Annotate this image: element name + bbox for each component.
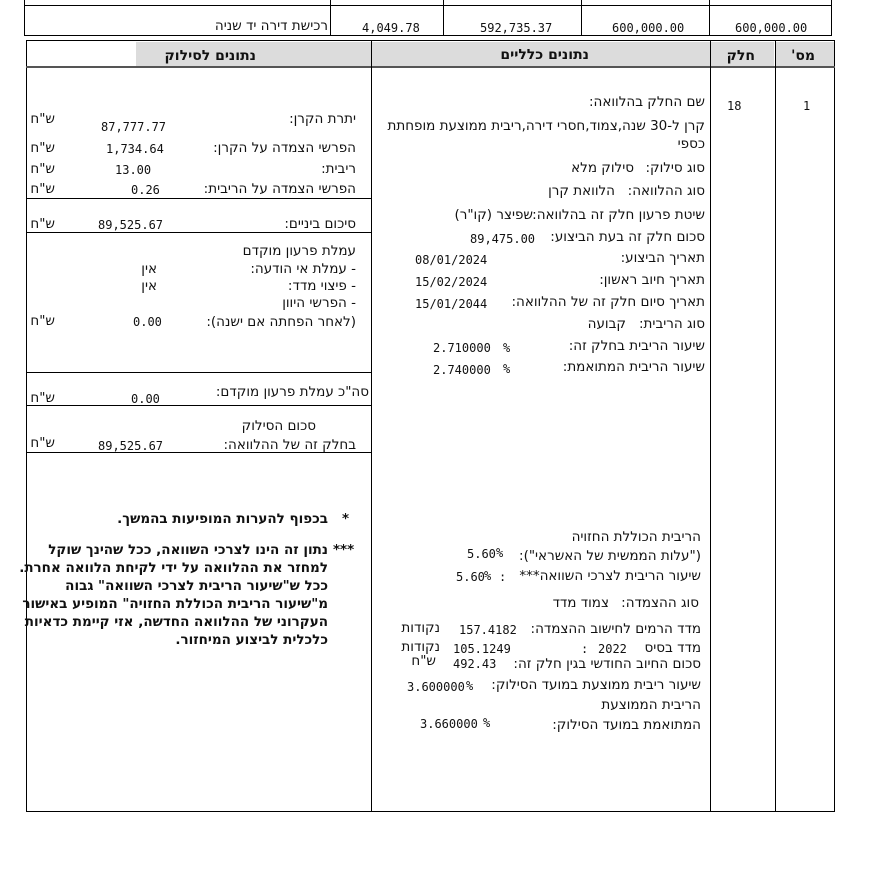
header-settlement: נתונים לסילוק bbox=[164, 48, 256, 64]
amount-value: 89,475.00 bbox=[470, 232, 536, 246]
top-row-divider bbox=[709, 0, 710, 36]
row-number: 1 bbox=[803, 99, 811, 113]
settlement-separator bbox=[26, 198, 371, 199]
note1-marker: * bbox=[342, 511, 350, 527]
adj-rate-pct: % bbox=[503, 362, 511, 376]
contract-rate-label1: הריבית הכוללת החזויה bbox=[571, 529, 701, 545]
avg-rate-label: שיעור ריבית ממוצעת במועד הסילוק: bbox=[491, 677, 701, 693]
fee-notice-value: אין bbox=[141, 261, 157, 277]
method-label: שיטת פרעון חלק זה בהלוואה: bbox=[532, 207, 705, 223]
first-charge-value: 15/02/2024 bbox=[415, 275, 488, 289]
contract-rate-label2: ("עלות הממשית של האשראי"): bbox=[519, 548, 701, 564]
top-row-divider bbox=[443, 0, 444, 36]
settle-type-label: סוג סילוק: bbox=[645, 160, 705, 176]
avg-adj-label1: הריבית הממוצעת bbox=[601, 697, 701, 713]
total-currency: ש"ח bbox=[30, 435, 55, 451]
note2-line5: העקרוני של ההלוואה החדשה, אזי קיימת כדאיות bbox=[24, 614, 328, 630]
subtotal-value: 89,525.67 bbox=[98, 218, 164, 232]
top-row-value-1: 4,049.78 bbox=[362, 21, 420, 35]
note1-text: בכפוף להערות המופיעות בהמשך. bbox=[117, 511, 328, 527]
principal-value: 87,777.77 bbox=[101, 120, 167, 134]
fee-title: עמלת פרעון מוקדם bbox=[242, 243, 356, 259]
rate-type-value: קבועה bbox=[587, 316, 626, 332]
interest-diff-value: 0.26 bbox=[131, 183, 160, 197]
column-divider bbox=[775, 40, 776, 812]
note2-line2: למחזר את ההלוואה על ידי לקיחת הלוואה אחרת. bbox=[19, 560, 328, 576]
rate-value: 2.710000 bbox=[433, 341, 491, 355]
rate-label: שיעור הריבית בחלק זה: bbox=[568, 338, 705, 354]
header-bottom-line bbox=[26, 66, 835, 68]
row-part: 18 bbox=[727, 99, 742, 113]
top-row-value-3: 600,000.00 bbox=[612, 21, 685, 35]
base-index-label: מדד בסיס bbox=[644, 640, 701, 656]
fee-total-currency: ש"ח bbox=[30, 390, 55, 406]
linkage-value: צמוד מדד bbox=[552, 595, 609, 611]
exec-date-label: תאריך הביצוע: bbox=[620, 250, 705, 266]
top-row-description: רכישת דירה יד שניה bbox=[214, 18, 328, 34]
adj-rate-label: שיעור הריבית המתואמת: bbox=[562, 359, 705, 375]
note2-line4: מ"שיעור הריבית הכוללת החזויה" המופיע באישור bbox=[22, 596, 328, 612]
fee-capital-label2: (לאחר הפחתה אם ישנה): bbox=[206, 314, 356, 330]
note2-line3: ככל ש"שיעור הריבית לצרכי השוואה" גבוה bbox=[65, 578, 328, 594]
contract-rate-pct: % bbox=[496, 546, 504, 560]
compare-rate-label: שיעור הריבית לצרכי השוואה*** bbox=[519, 568, 701, 584]
top-row-inner-line bbox=[24, 5, 832, 6]
interest-diff-currency: ש"ח bbox=[30, 181, 55, 197]
note2-line1: נתון זה הינו לצרכי השוואה, ככל שהינך שוקל bbox=[48, 542, 328, 558]
base-index-value: 105.1249 bbox=[453, 642, 511, 656]
index-value: 157.4182 bbox=[459, 623, 517, 637]
note2-marker: *** bbox=[333, 542, 355, 558]
method-value: שפיצר (קו"ר) bbox=[454, 207, 533, 223]
avg-adj-value: 3.660000 bbox=[420, 717, 478, 731]
first-charge-label: תאריך חיוב ראשון: bbox=[599, 272, 705, 288]
compare-rate-value: 5.60 bbox=[456, 570, 485, 584]
principal-diff-label: הפרשי הצמדה על הקרן: bbox=[213, 140, 356, 156]
subtotal-label: סיכום ביניים: bbox=[284, 216, 356, 232]
principal-diff-value: 1,734.64 bbox=[106, 142, 164, 156]
rate-type-label: סוג הריבית: bbox=[639, 316, 705, 332]
fee-notice-label: - עמלת אי הודעה: bbox=[250, 261, 356, 277]
interest-currency: ש"ח bbox=[30, 161, 55, 177]
interest-value: 13.00 bbox=[115, 163, 152, 177]
top-row-divider bbox=[581, 0, 582, 36]
end-date-label: תאריך סיום חלק זה של ההלוואה: bbox=[511, 294, 705, 310]
header-general: נתונים כלליים bbox=[500, 47, 589, 63]
avg-adj-label2: המתואמת במועד הסילוק: bbox=[552, 717, 701, 733]
settlement-separator bbox=[26, 405, 371, 406]
settle-type-value: סילוק מלא bbox=[571, 160, 634, 176]
monthly-label: סכום החיוב החודשי בגין חלק זה: bbox=[513, 656, 701, 672]
header-num: מס' bbox=[791, 48, 815, 64]
base-index-year: 2022 bbox=[598, 642, 627, 656]
index-label: מדד הרמים לחישוב ההצמדה: bbox=[530, 621, 701, 637]
monthly-value: 492.43 bbox=[453, 657, 497, 671]
top-row-value-2: 592,735.37 bbox=[480, 21, 553, 35]
end-date-value: 15/01/2044 bbox=[415, 297, 488, 311]
monthly-currency: ש"ח bbox=[411, 653, 436, 669]
part-name-line1: קרן ל-30 שנה,צמוד,חסרי דירה,ריבית ממוצעת מופחתת bbox=[387, 118, 705, 134]
interest-diff-label: הפרשי הצמדה על הריבית: bbox=[203, 181, 356, 197]
note2-line6: כלכלית לביצוע המיחזור. bbox=[175, 632, 328, 648]
base-index-colon: : bbox=[581, 642, 589, 656]
loan-type-label: סוג ההלוואה: bbox=[627, 183, 705, 199]
fee-capital-label1: - הפרשי היוון bbox=[282, 295, 356, 311]
total-label2: בחלק זה של ההלוואה: bbox=[223, 437, 356, 453]
subtotal-currency: ש"ח bbox=[30, 216, 55, 232]
avg-rate-pct: % bbox=[466, 679, 474, 693]
base-index-points: נקודות bbox=[401, 639, 440, 655]
top-row-divider bbox=[330, 0, 331, 36]
index-points: נקודות bbox=[401, 620, 440, 636]
fee-total-label: סה"כ עמלת פרעון מוקדם: bbox=[215, 384, 369, 400]
avg-rate-value: 3.600000 bbox=[407, 680, 465, 694]
compare-rate-pct: % bbox=[484, 569, 492, 583]
compare-rate-colon: : bbox=[499, 570, 507, 584]
principal-currency: ש"ח bbox=[30, 111, 55, 127]
column-divider bbox=[710, 40, 711, 812]
top-row-value-4: 600,000.00 bbox=[735, 21, 808, 35]
amount-label: סכום חלק זה בעת הביצוע: bbox=[550, 229, 705, 245]
total-value: 89,525.67 bbox=[98, 439, 164, 453]
part-name-line2: כספי bbox=[677, 136, 705, 152]
fee-index-value: אין bbox=[141, 278, 157, 294]
header-part: חלק bbox=[726, 48, 755, 64]
total-label1: סכום הסילוק bbox=[241, 418, 316, 434]
loan-type-value: הלוואת קרן bbox=[548, 183, 615, 199]
fee-index-label: - פיצוי מדד: bbox=[287, 278, 356, 294]
rate-pct: % bbox=[503, 341, 511, 355]
column-divider bbox=[371, 40, 372, 812]
principal-label: יתרת הקרן: bbox=[289, 111, 356, 127]
settlement-separator bbox=[26, 372, 371, 373]
fee-capital-value: 0.00 bbox=[133, 315, 162, 329]
avg-adj-pct: % bbox=[483, 716, 491, 730]
adj-rate-value: 2.740000 bbox=[433, 363, 491, 377]
interest-label: ריבית: bbox=[321, 161, 356, 177]
linkage-label: סוג ההצמדה: bbox=[621, 595, 699, 611]
contract-rate-value: 5.60 bbox=[467, 547, 496, 561]
settlement-separator bbox=[26, 232, 371, 233]
exec-date-value: 08/01/2024 bbox=[415, 253, 488, 267]
principal-diff-currency: ש"ח bbox=[30, 140, 55, 156]
fee-total-value: 0.00 bbox=[131, 392, 160, 406]
fee-capital-currency: ש"ח bbox=[30, 313, 55, 329]
part-name-label: שם החלק בהלוואה: bbox=[588, 94, 705, 110]
